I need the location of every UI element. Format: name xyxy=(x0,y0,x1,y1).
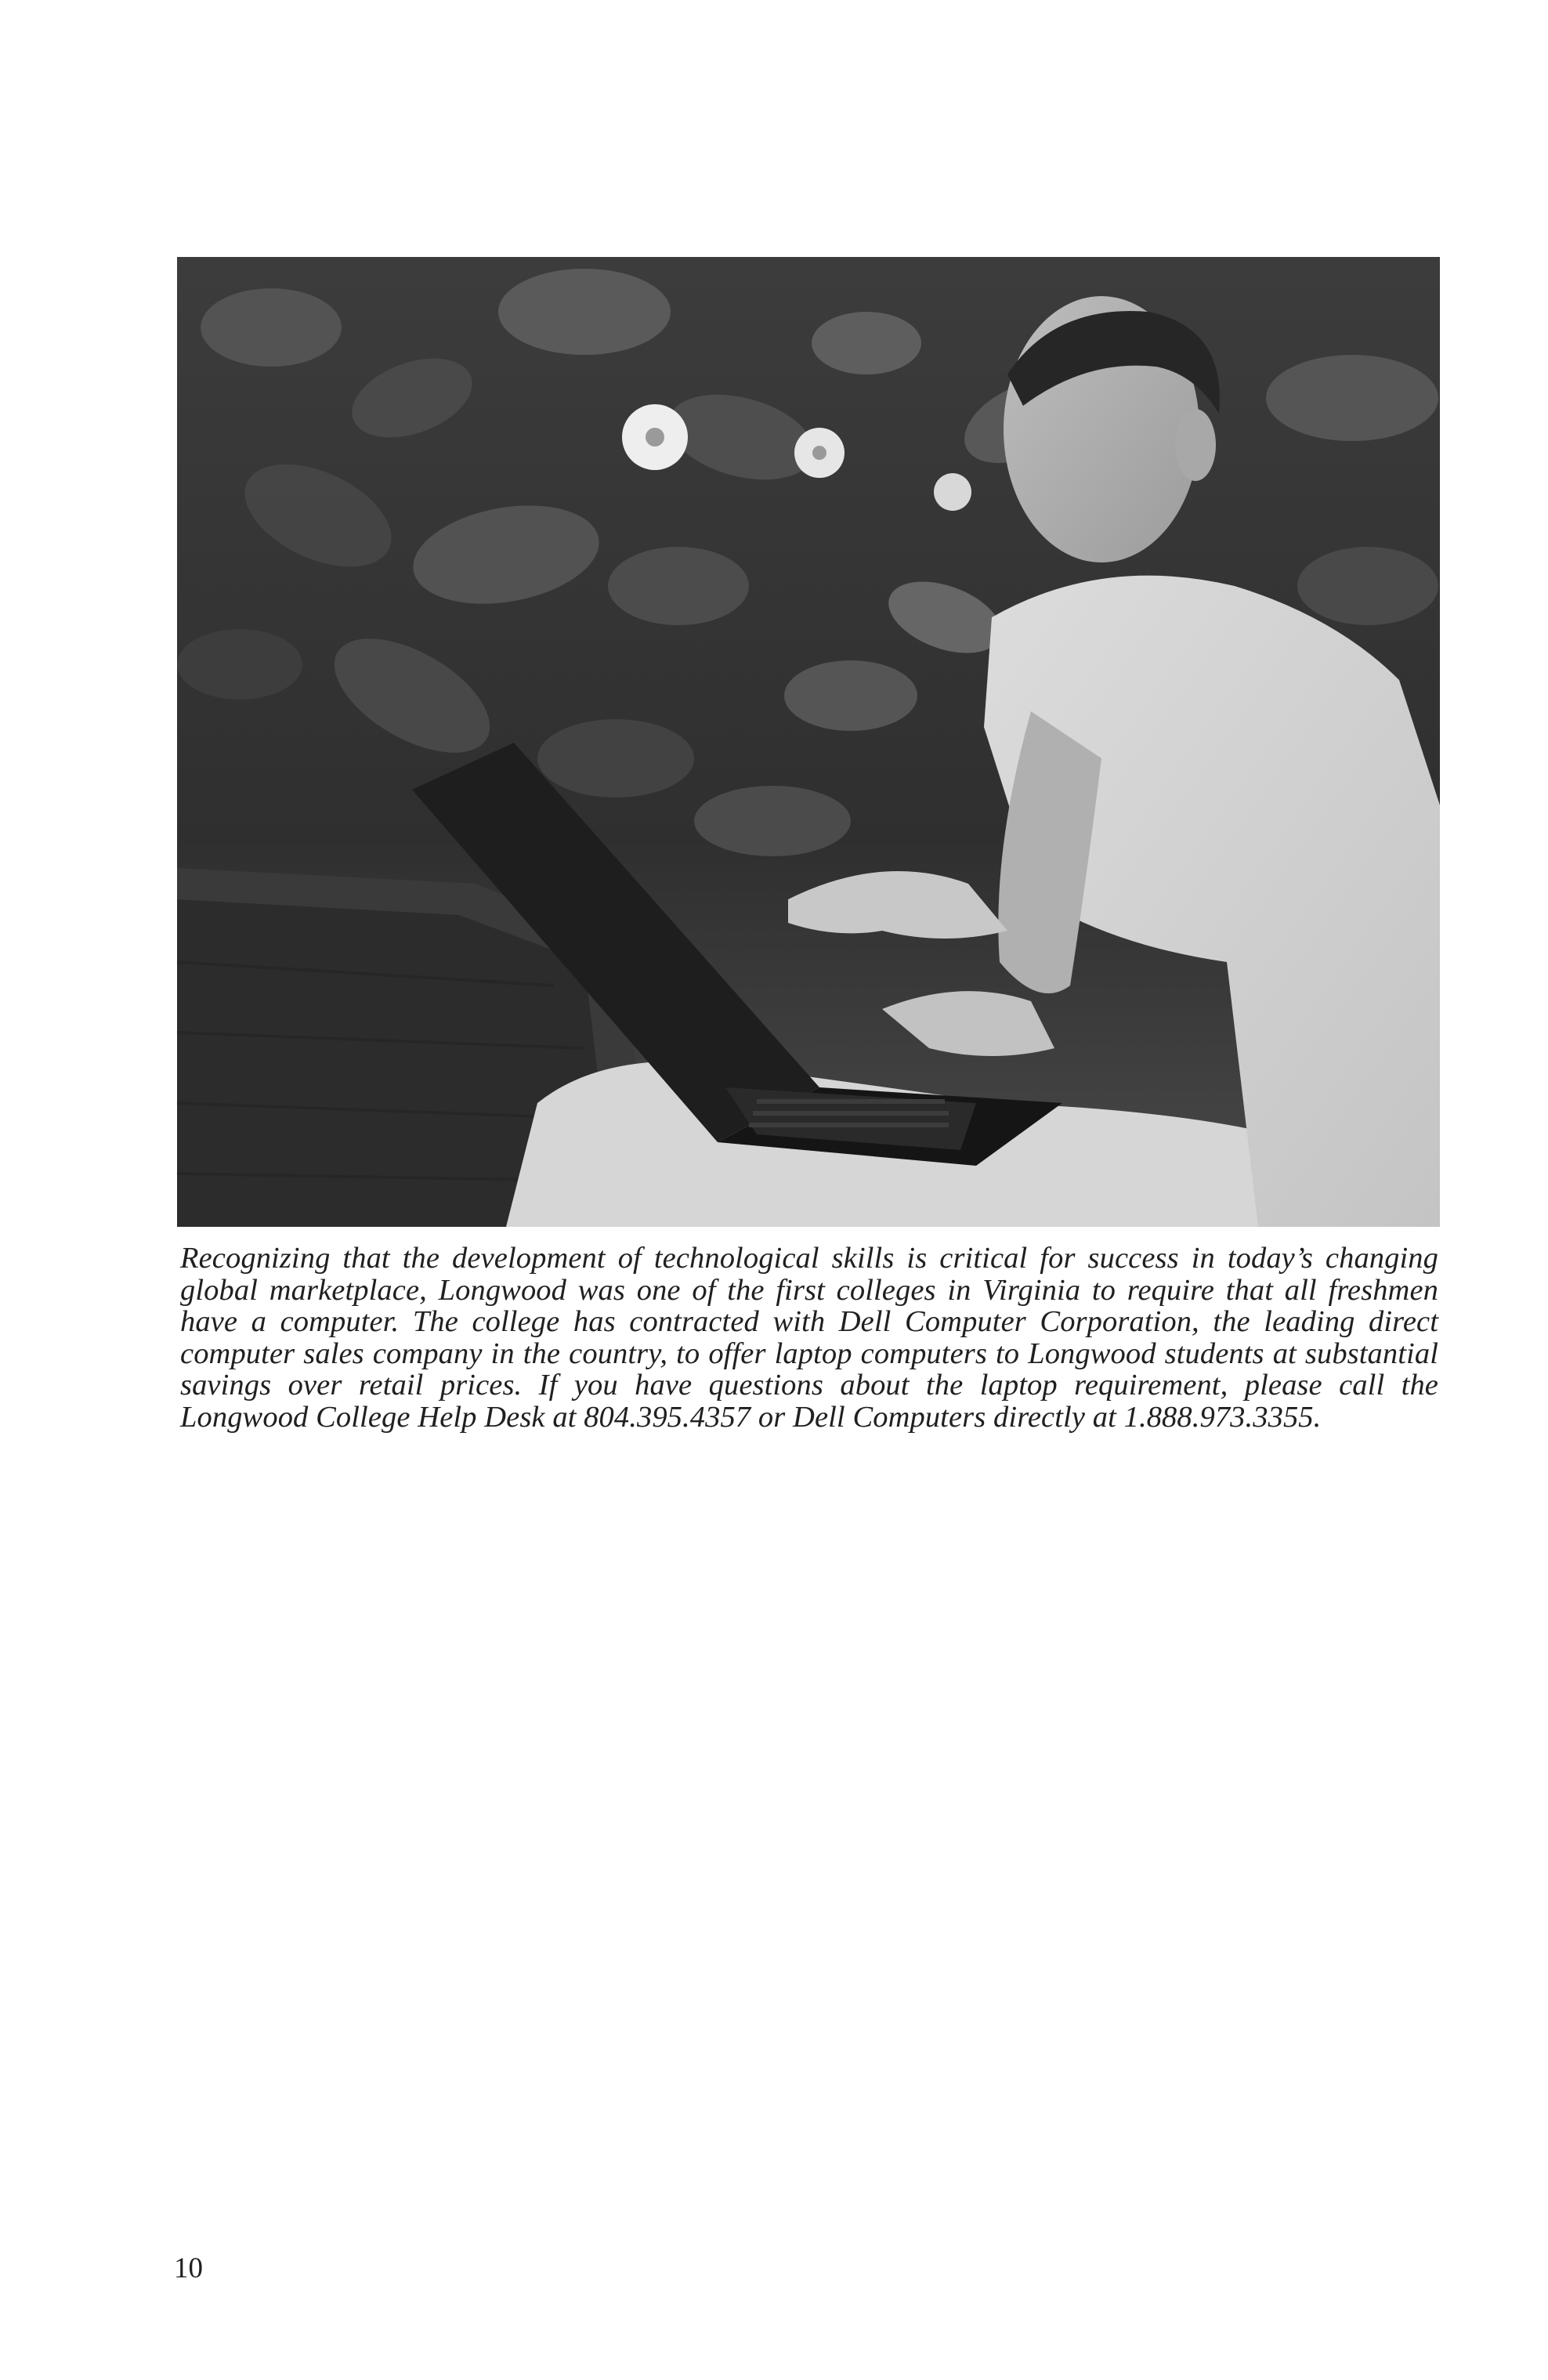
photo-caption: Recognizing that the development of technological skills is critical for success in today’s changing global marketplace, Longwood was one of the first colleges in Virginia to require that all freshmen have a computer. The college has contracted with Dell Computer Corporation, the leading direct computer sales company in the country, to offer laptop computers to Longwood students at substantial savings over retail prices. If you have questions about the laptop requirement, please call the Longwood College Help Desk at 804.395.4357 or Dell Computers directly at 1.888.973.3355. xyxy=(180,1242,1438,1434)
student-laptop-photo xyxy=(177,257,1440,1227)
page-number: 10 xyxy=(174,2252,203,2284)
photo-graphic xyxy=(177,257,1440,1227)
